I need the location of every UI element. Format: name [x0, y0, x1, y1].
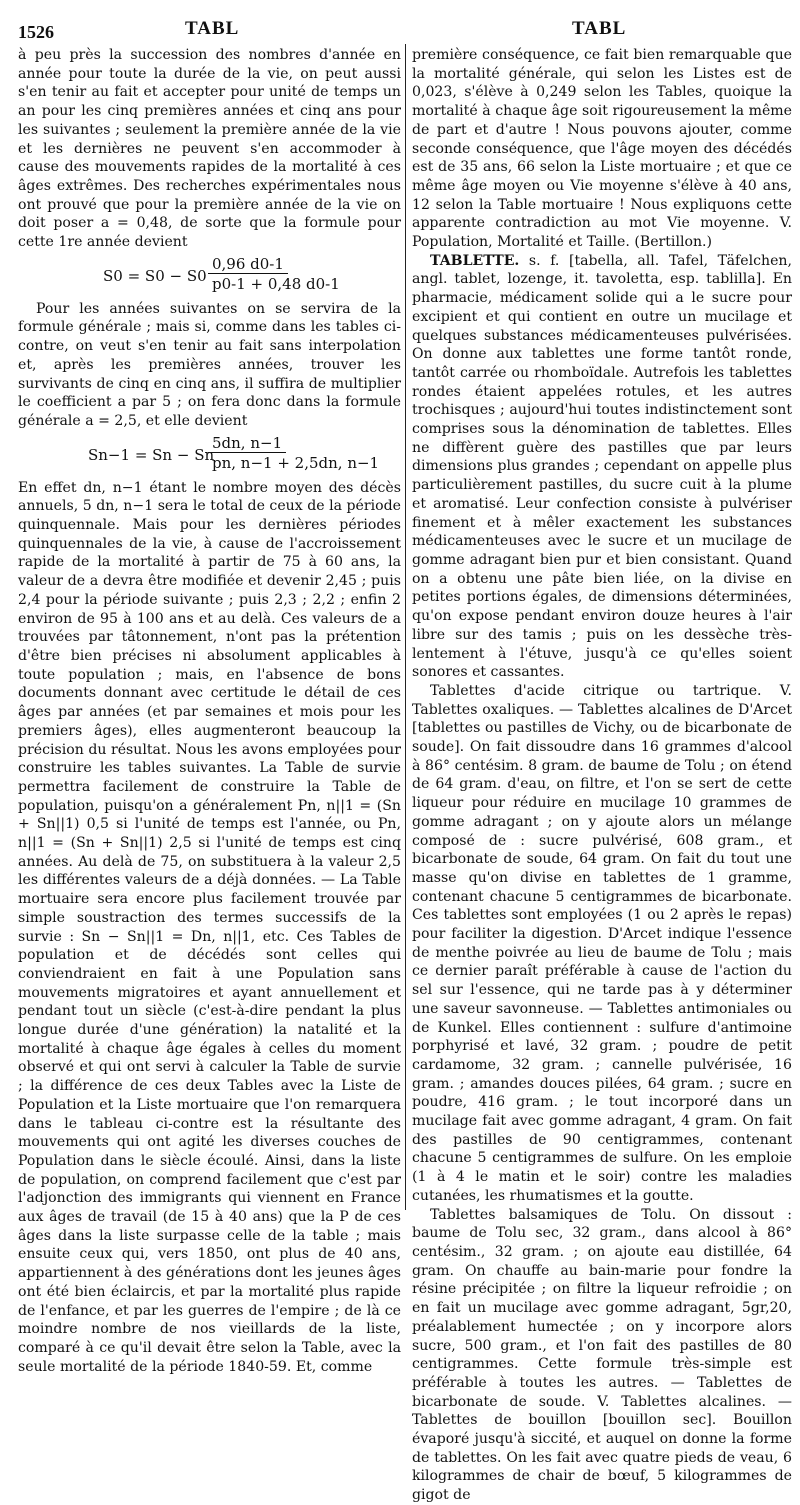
page-header	[0, 14, 800, 44]
paragraph: Tablettes balsamiques de Tolu. On dissout : baume de Tolu sec, 32 gram., dans alcool à 86° centésim., 32 gram. ; on ajoute eau distillée, 64 gram. On chauffe au bain-marie pour fondre la résine précipitée ; on filtre la liqueur refroidie ; on en fait un mucilage avec gomme adragant, 5gr,20, préalablement humectée ; on y incorpore alors sucre, 500 gram., et l'on fait des pastilles de 80 centigrammes. Cette formule très-simple est préférable à toutes les autres. — Tablettes de bicarbonate de soude. V. Tablettes alcalines. — Tablettes de bouillon [bouillon sec]. Bouillon évaporé jusqu'à siccité, et auquel on donne la forme de tablettes. On les fait avec quatre pieds de veau, 6 kilogrammes de chair de bœuf, 5 kilogrammes de gigot de	[412, 1206, 792, 1504]
paragraph: première conséquence, ce fait bien remarquable que la mortalité générale, qui selon les Listes est de 0,023, s'élève à 0,249 selon les Tables, quoique la mortalité à chaque âge soit rigoureusement la même de part et d'autre ! Nous pouvons ajouter, comme seconde conséquence, que l'âge moyen des décédés est de 35 ans, 66 selon la Liste mortuaire ; et que ce même âge moyen ou Vie moyenne s'élève à 40 ans, 12 selon la Table mortuaire ! Nous expliquons cette apparente contradiction au mot Vie moyenne. V. Population, Mortalité et Taille. (Bertillon.)	[412, 47, 792, 251]
formula-numerator: 5dn, n−1	[208, 434, 286, 454]
running-head-left: TABL	[185, 18, 240, 39]
formula-general	[18, 434, 401, 476]
left-column	[18, 46, 401, 1376]
paragraph: à peu près la succession des nombres d'année en année pour toute la durée de la vie, on peut aussi s'en tenir au fait et accepter pour unité de temps un an pour les cinq premières années et cinq ans pour les suivantes ; seulement la première année de la vie et les dernières ne peuvent s'en accommoder à cause des mouvements rapides de la mortalité à ces âges extrêmes. Des recherches expérimentales nous ont prouvé que pour la première année de la vie on doit poser a = 0,48, de sorte que la formule pour cette 1re année devient	[18, 47, 401, 251]
formula-denominator: pn, n−1 + 2,5dn, n−1	[212, 453, 380, 472]
formula-lhs: Sn−1 = Sn − Sn	[88, 445, 215, 464]
running-head-right: TABL	[572, 18, 627, 39]
formula-first-year	[18, 255, 401, 297]
entry-headword: TABLETTE.	[430, 252, 520, 269]
formula-denominator: p0-1 + 0,48 d0-1	[212, 274, 340, 293]
paragraph: En effet dn, n−1 étant le nombre moyen des décès annuels, 5 dn, n−1 sera le total de ceux de la période quinquennale. Mais pour les dernières périodes quinquennales de la vie, à cause de l'accroissement rapide de la mortalité à partir de 75 à 60 ans, la valeur de a devra être modifiée et devenir 2,45 ; puis 2,4 pour la période suivante ; puis 2,3 ; 2,2 ; enfin 2 environ de 95 à 100 ans et au delà. Ces valeurs de a trouvées par tâtonnement, n'ont pas la prétention d'être bien précises ni absolument applicables à toute population ; mais, en l'absence de bons documents donnant avec certitude le détail de ces âges par années (et par semaines et mois pour les premiers âges), elles augmenteront beaucoup la précision du résultat. Nous les avons employées pour construire les tables suivantes. La Table de survie permettra facilement de construire la Table de population, puisqu'on a généralement Pn, n||1 = (Sn + Sn||1) 0,5 si l'unité de temps est l'année, ou Pn, n||1 = (Sn + Sn||1) 2,5 si l'unité de temps est cinq années. Au delà de 75, on substituera à la valeur 2,5 les différentes valeurs de a déjà données. — La Table mortuaire sera encore plus facilement trouvée par simple soustraction des termes successifs de la survie : Sn − Sn||1 = Dn, n||1, etc. Ces Tables de population et de décédés sont celles qui conviendraient en fait à une Population sans mouvements migratoires et ayant annuellement et pendant tout un siècle (c'est-à-dire pendant la plus longue durée d'une génération) la natalité et la mortalité à chaque âge égales à celles du moment observé et qui ont servi à calculer la Table de survie ; la différence de ces deux Tables avec la Liste de Population et la Liste mortuaire que l'on remarquera dans le tableau ci-contre est la résultante des mouvements qui ont agité les diverses couches de Population dans le siècle écoulé. Ainsi, dans la liste de population, on comprend facilement que c'est par l'adjonction des immigrants qui viennent en France aux âges de travail (de 15 à 40 ans) que la P de ces âges dans la liste surpasse celle de la table ; mais ensuite ceux qui, vers 1850, ont plus de 40 ans, appartiennent à des générations dont les jeunes âges ont été bien éclaircis, et par la mortalité plus rapide de l'enfance, et par les guerres de l'empire ; de là ce moindre nombre de nos vieillards de la liste, comparé à ce qu'il devait être selon la Table, avec la seule mortalité de la période 1840-59. Et, comme	[18, 479, 401, 1375]
page-number: 1526	[18, 22, 54, 42]
entry-body: s. f. [tabella, all. Tafel, Täfelchen, angl. tablet, lozenge, it. tavoletta, esp. tablilla]. En pharmacie, médicament solide qui a le sucre pour excipient et qui contient en outre un mucilage et quelques substances médicamenteuses pulvérisées. On donne aux tablettes une forme tantôt ronde, tantôt carrée ou rhomboïdale. Autrefois les tablettes rondes étaient appelées rotules, et les autres trochisques ; aujourd'hui toutes indistinctement sont comprises sous la dénomination de tablettes. Elles ne diffèrent guère des pastilles que par leurs dimensions plus grandes ; cependant on appelle plus particulièrement pastilles, du sucre cuit à la plume et aromatisé. Leur confection consiste à pulvériser finement et à mêler exactement les substances médicamenteuses avec le sucre et un mucilage de gomme adragant bien pur et bien consistant. Quand on a obtenu une pâte bien liée, on la divise en petites portions égales, de dimensions déterminées, qu'on expose pendant environ douze heures à l'air libre sur des tamis ; puis on les dessèche très-lentement à l'étuve, jusqu'à ce qu'elles soient sonores et cassantes.	[412, 252, 792, 681]
paragraph: Tablettes d'acide citrique ou tartrique. V. Tablettes oxaliques. — Tablettes alcalines de D'Arcet [tablettes ou pastilles de Vichy, ou de bicarbonate de soude]. On fait dissoudre dans 16 grammes d'alcool à 86° centésim. 8 gram. de baume de Tolu ; on étend de 64 gram. d'eau, on filtre, et l'on se sert de cette liqueur pour réduire en mucilage 10 grammes de gomme adragant ; on y ajoute alors un mélange composé de : sucre pulvérisé, 608 gram., et bicarbonate de soude, 64 gram. On fait du tout une masse qu'on divise en tablettes de 1 gramme, contenant chacune 5 centigrammes de bicarbonate. Ces tablettes sont employées (1 ou 2 après le repas) pour faciliter la digestion. D'Arcet indique l'essence de menthe poivrée au lieu de baume de Tolu ; mais ce dernier paraît préférable à cause de l'action du sel sur l'essence, qui ne tarde pas à y déterminer une saveur savonneuse. — Tablettes antimoniales ou de Kunkel. Elles contiennent : sulfure d'antimoine porphyrisé et lavé, 32 gram. ; poudre de petit cardamome, 32 gram. ; cannelle pulvérisée, 16 gram. ; amandes douces pilées, 64 gram. ; sucre en poudre, 416 gram. ; le tout incorporé dans un mucilage fait avec gomme adragant, 4 gram. On fait des pastilles de 90 centigrammes, contenant chacune 5 centigrammes de sulfure. On les emploie (1 à 4 le matin et le soir) contre les maladies cutanées, les rhumatismes et la goutte.	[412, 682, 792, 1204]
formula-lhs: S0 = S0 − S0	[103, 266, 207, 285]
column-divider	[405, 44, 406, 1210]
dictionary-entry	[412, 252, 792, 682]
right-column	[412, 46, 792, 1505]
formula-numerator: 0,96 d0-1	[208, 255, 288, 275]
paragraph: Pour les années suivantes on se servira de la formule générale ; mais si, comme dans les tables ci-contre, on veut s'en tenir au fait sans interpolation et, après les premières années, trouver les survivants de cinq en cinq ans, il suffira de multiplier le coefficient a par 5 ; on fera donc dans la formule générale a = 2,5, et elle devient	[18, 300, 401, 429]
